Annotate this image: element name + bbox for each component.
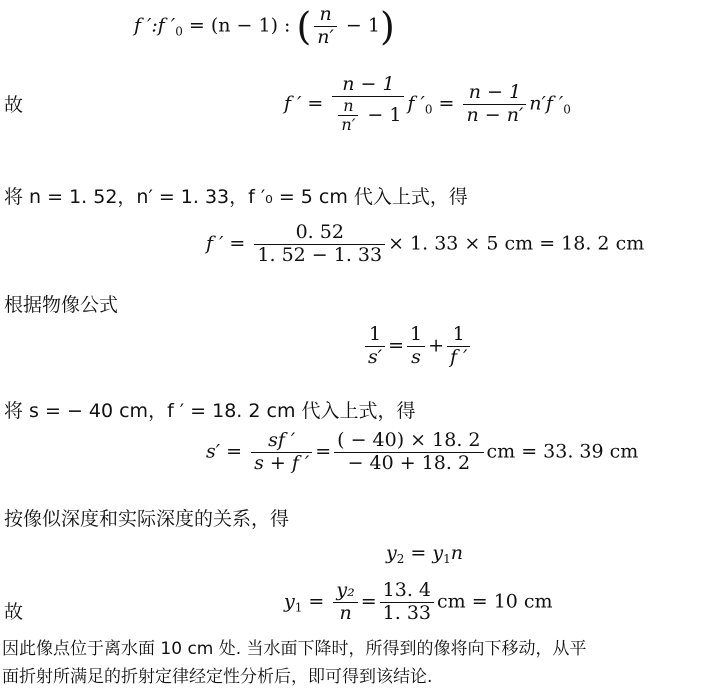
fprime-eq2: = [438,92,455,115]
lens-frac-2 [407,324,425,369]
lens-d1: s′ [368,345,383,368]
y1-sub: 1 [294,600,303,615]
therefore-label-2: 故 [4,601,24,623]
conclusion-line-2: 面折射所满足的折射定律经定性分析后，即可得到该结论. [2,667,433,687]
fprime-den1-num: n [338,97,358,116]
depth-intro-line: 按像似深度和实际深度的关系，得 [4,508,290,530]
lens-n1: 1 [365,324,385,347]
lens-plus: + [428,334,445,357]
fprime-val-lhs: f ′ = [206,232,246,255]
y1-num2: 13. 4 [380,580,434,603]
therefore-label-1: 故 [4,94,24,116]
y1-rhs: cm = 10 cm [437,590,553,613]
fprime-val-rhs: × 1. 33 × 5 cm = 18. 2 cm [388,232,645,255]
lens-n3: 1 [447,324,470,347]
ratio-frac-num: n [314,4,337,27]
y1-sub-inline: 1 [443,552,451,566]
formula-intro-line: 根据物像公式 [4,294,119,316]
sprime-den2: − 40 + 18. 2 [347,451,471,474]
fprime-fraction-2 [463,82,526,127]
fprime-val-den: 1. 52 − 1. 33 [257,243,383,266]
fprime-tail-sub: 0 [563,102,571,117]
fprime-val-num: 0. 52 [254,222,385,245]
lens-eq: = [388,334,404,357]
fprime-mid-sub: 0 [424,102,433,117]
y1-lhs: y [284,590,295,613]
y2-mid: = y [404,542,444,564]
lens-d3: f ′ [450,345,468,368]
y1-frac-2 [380,580,434,625]
fprime-den1-tail: − 1 [361,103,402,126]
fprime-num1: n − 1 [332,74,404,97]
fprime-mid: f ′ [407,92,425,115]
y2-var: y [386,542,397,564]
lens-frac-1 [365,324,385,369]
fprime-den2: n − n′ [466,103,524,126]
equation-focal-ratio [134,4,395,49]
fprime-lhs: f ′ = [284,92,324,115]
sprime-rhs: cm = 33. 39 cm [486,440,639,463]
equation-fprime-derivation [284,74,571,135]
y1-den2: 1. 33 [382,601,432,624]
fprime-fraction-1 [332,74,404,135]
equation-y1 [284,580,553,625]
equation-y2 [386,542,463,566]
right-paren: ) [379,4,395,49]
sprime-num2: ( − 40) × 18. 2 [334,430,483,453]
substitution-line-2: 将 s = − 40 cm，f ′ = 18. 2 cm 代入上式，得 [4,400,416,422]
equation-fprime-value [206,222,644,267]
ratio-fraction [314,4,337,49]
ratio-after-frac: − 1 [339,14,380,37]
y1-frac-1 [333,580,357,625]
equation-sprime [206,430,638,475]
substitution-line-1: 将 n = 1. 52，n′ = 1. 33，f ′₀ = 5 cm 代入上式，得 [4,186,468,208]
fprime-tail: n′f ′ [529,92,564,115]
fprime-den1-fraction [338,97,358,135]
y1-eq2: = [360,590,377,613]
left-paren: ( [296,4,312,49]
sprime-lhs: s′ = [206,440,243,463]
y2-tail: n [450,542,463,564]
y1-den1: n [339,601,352,624]
ratio-frac-den: n′ [317,25,334,48]
lens-d2: s [411,345,421,368]
fprime-num2: n − 1 [463,82,526,105]
ratio-lhs: f ′:f ′ [134,14,176,37]
y1-num1: y₂ [333,580,357,603]
sprime-frac-2 [334,430,483,475]
sprime-eq2: = [315,440,332,463]
fprime-den1-den: n′ [341,115,356,135]
equation-lens-formula [362,324,473,369]
lens-frac-3 [447,324,470,369]
sprime-den1: s + f ′ [254,451,310,474]
lens-n2: 1 [407,324,425,347]
ratio-sub0: 0 [175,24,183,39]
y2-sub: 2 [396,552,405,566]
sprime-num1: sf ′ [251,430,312,453]
ratio-mid: = (n − 1) : [182,14,297,37]
conclusion-line-1: 因此像点位于离水面 10 cm 处. 当水面下降时，所得到的像将向下移动，从平 [2,639,587,659]
y1-eq: = [308,590,325,613]
sprime-frac-1 [251,430,312,475]
fprime-val-fraction [254,222,385,267]
fprime-den1 [332,97,404,135]
